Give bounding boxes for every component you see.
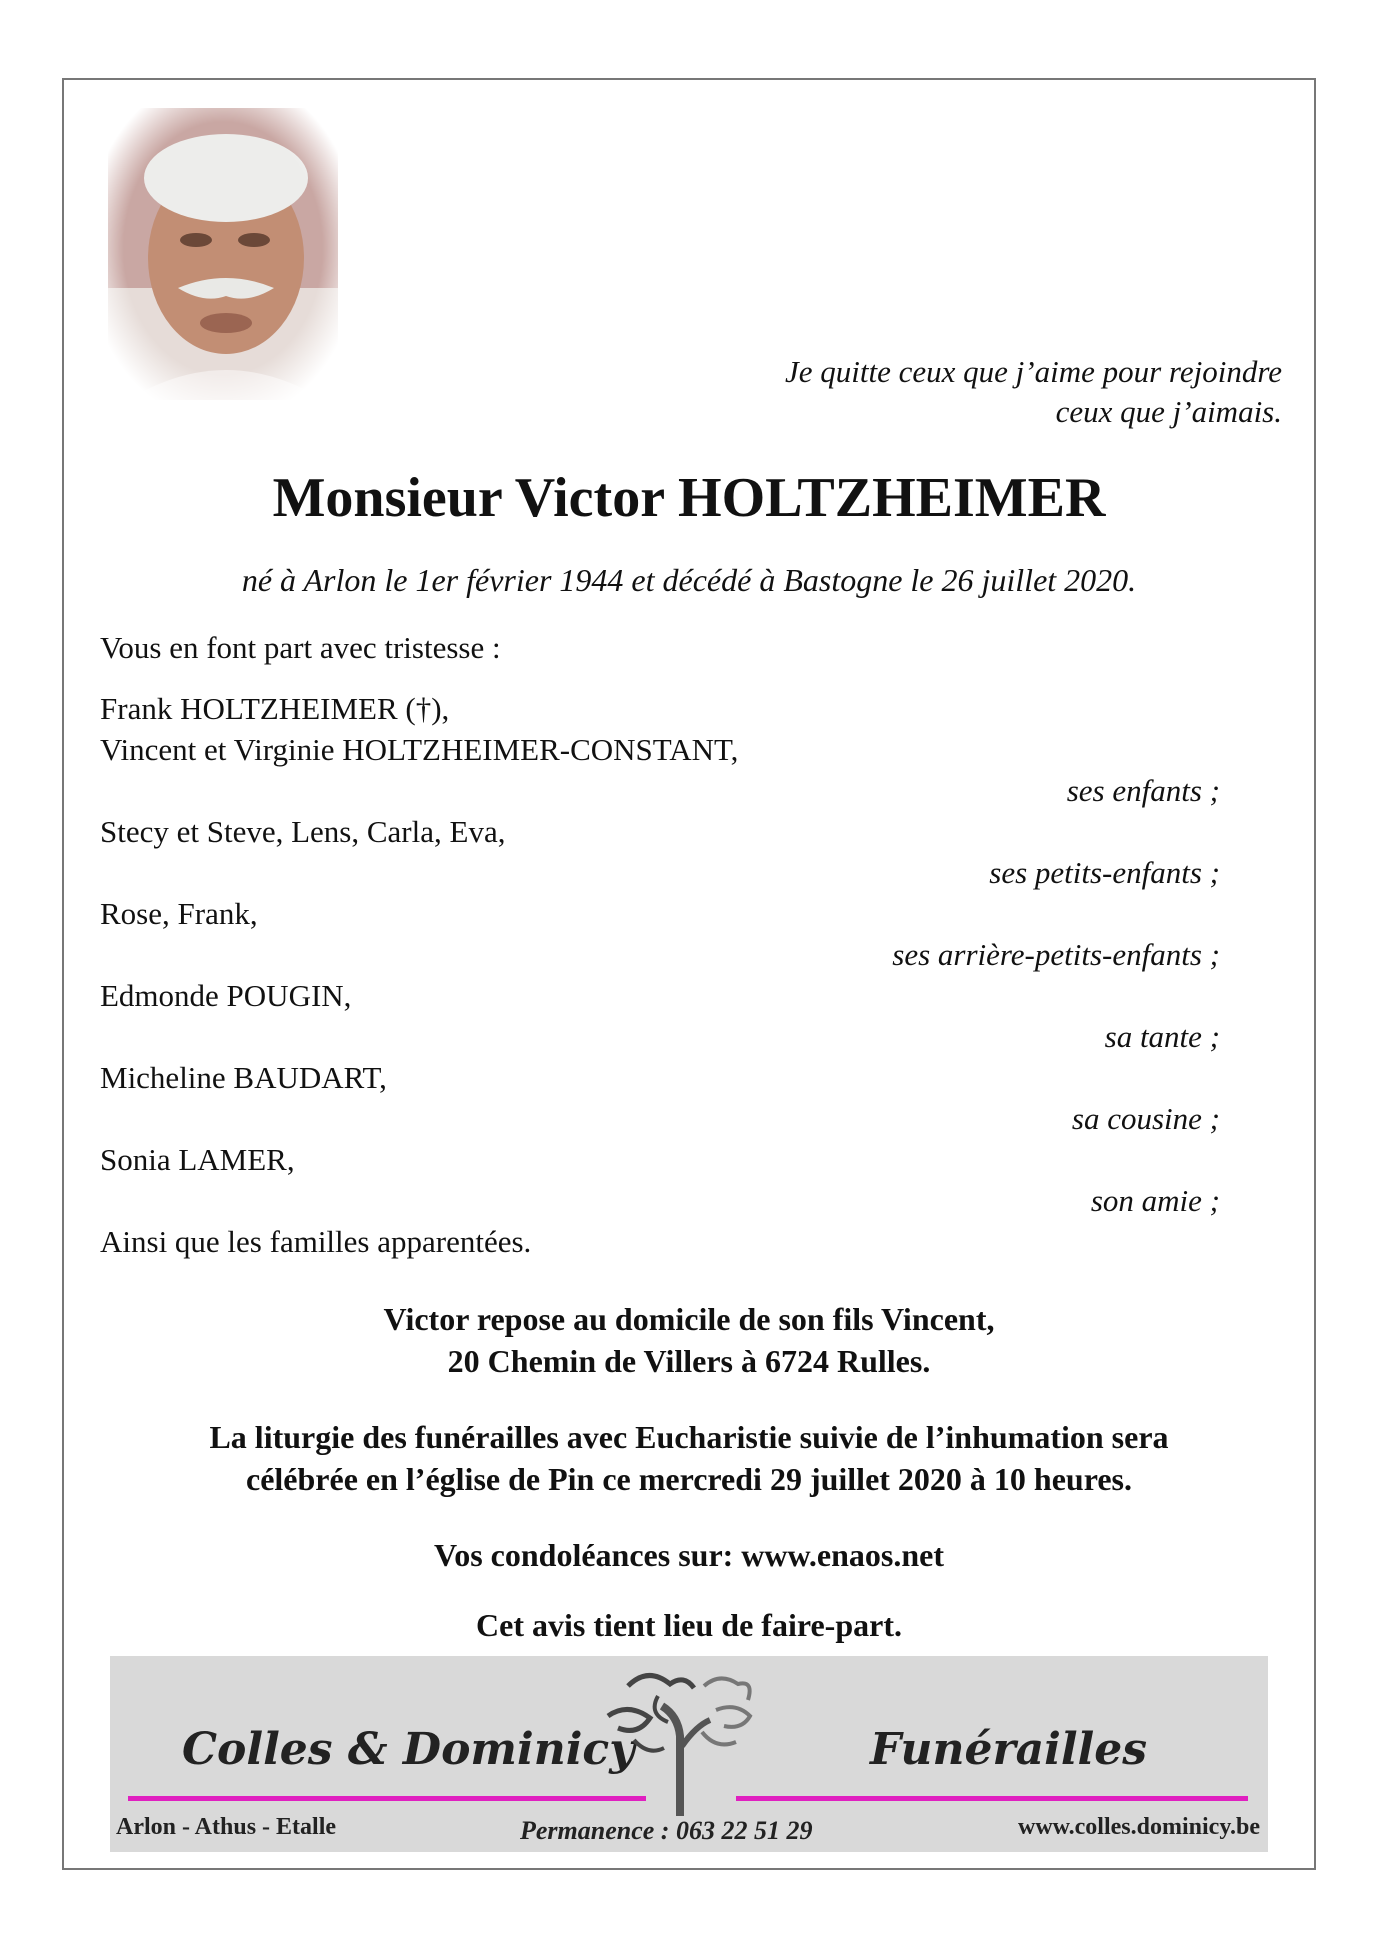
family-name: Rose, Frank, [100, 896, 258, 931]
condolences-link[interactable]: Vos condoléances sur: www.enaos.net [434, 1537, 944, 1573]
family-role: ses arrière-petits-enfants ; [892, 937, 1220, 972]
accent-line-right [736, 1796, 1248, 1801]
family-role: ses petits-enfants ; [989, 855, 1220, 890]
epitaph-line-2: ceux que j’aimais. [1055, 394, 1282, 429]
family-group-great-grandchildren [100, 893, 1220, 975]
website-link[interactable]: www.colles.dominicy.be [1017, 1814, 1260, 1840]
locations-text: Arlon - Athus - Etalle [116, 1814, 337, 1840]
phone-text: Permanence : 063 22 51 29 [520, 1816, 813, 1845]
family-group-children [100, 688, 1220, 811]
intro-text: Vous en font part avec tristesse : [100, 630, 501, 665]
family-group-aunt [100, 975, 1220, 1057]
liturgy-line-1: La liturgie des funérailles avec Eucharistie suivie de l’inhumation sera [209, 1419, 1169, 1455]
brand-tagline: Funérailles [870, 1724, 1148, 1775]
funeral-home-banner [110, 1656, 1268, 1852]
tree-logo-icon [598, 1666, 768, 1816]
closing-text: Ainsi que les familles apparentées. [100, 1224, 532, 1259]
birth-death-dates: né à Arlon le 1er février 1944 et décédé à Bastogne le 26 juillet 2020. [241, 562, 1137, 598]
brand-name: Colles & Dominicy [182, 1724, 635, 1775]
family-group-friend [100, 1139, 1220, 1221]
accent-line-left [128, 1796, 646, 1801]
epitaph [785, 352, 1282, 432]
family-name: Vincent et Virginie HOLTZHEIMER-CONSTANT, [100, 732, 739, 767]
family-group-cousin [100, 1057, 1220, 1139]
faire-part-notice: Cet avis tient lieu de faire-part. [476, 1607, 902, 1643]
epitaph-line-1: Je quitte ceux que j’aime pour rejoindre [785, 354, 1282, 389]
family-name: Stecy et Steve, Lens, Carla, Eva, [100, 814, 506, 849]
family-name: Edmonde POUGIN, [100, 978, 352, 1013]
family-role: ses enfants ; [1066, 773, 1220, 808]
family-role: son amie ; [1090, 1183, 1220, 1218]
liturgy-info [0, 1416, 1378, 1500]
repose-line-2: 20 Chemin de Villers à 6724 Rulles. [447, 1343, 931, 1379]
family-name: Sonia LAMER, [100, 1142, 295, 1177]
family-name: Micheline BAUDART, [100, 1060, 387, 1095]
repose-info [0, 1298, 1378, 1382]
family-name: Frank HOLTZHEIMER (†), [100, 691, 450, 726]
family-list [100, 628, 1220, 1262]
family-role: sa tante ; [1104, 1019, 1220, 1054]
deceased-name: Monsieur Victor HOLTZHEIMER [272, 467, 1106, 529]
repose-line-1: Victor repose au domicile de son fils Vincent, [383, 1301, 995, 1337]
liturgy-line-2: célébrée en l’église de Pin ce mercredi 29 juillet 2020 à 10 heures. [246, 1461, 1132, 1497]
family-role: sa cousine ; [1071, 1101, 1220, 1136]
portrait-photo [108, 108, 338, 400]
family-group-grandchildren [100, 811, 1220, 893]
